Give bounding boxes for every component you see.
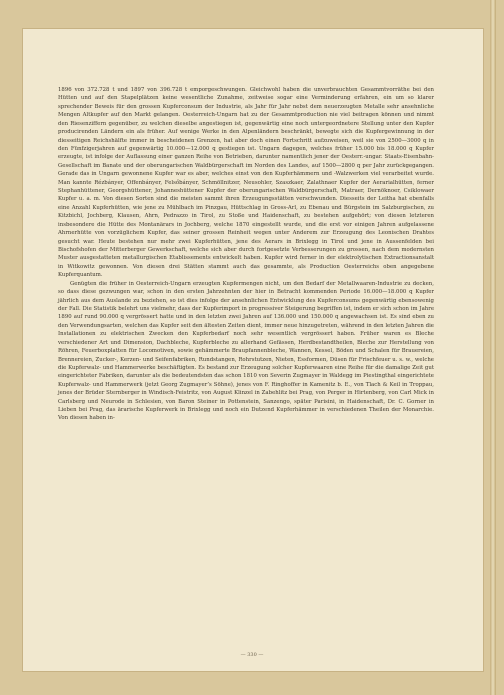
page-number: — 330 — bbox=[240, 652, 264, 658]
paragraph-2: Genügten die früher in Oesterreich-Ungarn erzeugten Kupfermengen nicht, um den Bedarf der Metallwaaren-Industrie zu decken, so dass diese gezwungen war, schon in den ersten Jahrzehnten der hier in Betracht kommenden Periode 16.000—18.000 q Kupfer jährlich aus dem Auslande zu beziehen, so ist dies infolge der ansehnlichen Entwicklung des Kupferconsums gegenwärtig ebensowenig der Fall. Die Statistik belehrt uns vielmehr, dass der Kupferimport in progressiver Steigerung begriffen ist, indem er sich schon im Jahre 1890 auf rund 90.000 q vergrössert hatte und in den letzten zwei Jahren auf 136.000 und 150.000 q angewachsen ist. Es sind eben zu den Verwendungsarten, welchen das Kupfer seit den ältesten Zeiten dient, immer neue hinzugetreten, während in den letzten Jahren die Installationen zu elektrischen Zwecken den Kupferbedarf noch sehr wesentlich vergrössert haben. Früher waren es Bleche verschiedener Art und Dimension, Dachbleche, Kupferbleche zu allerhand Gefässen, Herdbestandtheilen, Bleche zur Herstellung von Röhren, Feuerboxplatten für Locomotiven, sowie gehämmerte Braupfannenbleche, Wannen, Kessel, Böden und Schalen für Brauereien, Brennereien, Zucker-, Kerzen- und Seifenfabriken, Rundstangen, Rohrstutzen, Nieten, Essformen, Düsen für Frischfeuer u. s. w., welche die Kupferwalz- und Hammerwerke beschäftigten. Es bestand zur Erzeugung solcher Kupferwaaren eine Reihe für die damalige Zeit gut eingerichteter Fabriken, darunter als die bedeutendsten das schon 1810 von Severin Zugmayer in Waldegg im Piestingthal eingerichtete Kupferwalz- und Hammerwerk (jetzt Georg Zugmayer’s Söhne), jenes von F. Ringhoffer in Kamenitz b. E., von Tlach & Keil in Troppau, jenes der Brüder Sternberger in Windisch-Feistritz, von August Klinzel in Zabehlitz bei Prag, von Perger in Hirtenberg, von Carl Mick in Carlsberg und Neurode in Schlesien, von Baron Steiner in Pottenstein, Sanzengo, später Parisini, in Haidenschaft, Dr. C. Gorner in Lieben bei Prag, das ärarische Kupferwerk in Brixlegg und noch ein Dutzend Kupferhämmer in verschiedenen Theilen der Monarchie. Von diesen haben in- bbox=[58, 280, 434, 422]
scan-edge bbox=[490, 0, 496, 695]
paragraph-1: 1896 von 372.728 t und 1897 von 396.728 t emporgeschwungen. Gleichwohl haben die unverbrauchten Gesammtvorräthe bei den Hütten und auf den Stapelplätzen keine wesentliche Zunahme, zeitweise sogar eine Verminderung erfahren, ein um so klarer sprechender Beweis für den grossen Kupferconsum der Industrie, als Jahr für Jahr nebst dem neuerzeugten Metalle sehr ansehnliche Mengen Altkupfer auf den Markt gelangen. Oesterreich-Ungarn hat zu der Gesammtproduction nie viel beitragen können und nimmt den Riesenziffern gegenüber, zu welchen dieselbe angestiegen ist, gegenwärtig eine noch untergeordnetere Stellung unter den Kupfer producirenden Ländern ein als früher. Auf wenige Werke in den Alpenländern beschränkt, bewegte sich die Kupfergewinnung in der diesseitigen Reichshälfte immer in bescheidenen Grenzen, hat aber doch einen Fortschritt aufzuweisen, weil sie von 2500—3000 q in den Fünfzigerjahren auf gegenwärtig 10.000—12.000 q gestiegen ist. Ungarn dagegen, welches früher 15.000 bis 18.000 q Kupfer erzeugte, ist infolge der Auflassung einer ganzen Reihe von Betrieben, darunter namentlich jener der Oesterr.-ungar. Staats-Eisenbahn-Gesellschaft im Banate und der oberungarischen Waldbürgerschaft im Norden des Landes, auf 1500—2800 q per Jahr zurückgegangen. Gerade das in Ungarn gewonnene Kupfer war es aber, welches einst von den Kupferhämmern und -Walzwerken viel verarbeitet wurde. Man kannte Rézbányer, Offenbányer, Felsőbányer, Schmöllnitzer, Neusohler, Szaszkaer, Zalathnaer Kupfer der Aerarialhütten, ferner Stephanhüttener, Georgshüttener, Johanneshüttener Kupfer der oberungarischen Waldbürgerschaft, Matraer, Dernöknoer, Csiklowaer Kupfer u. a. m. Von diesen Sorten sind die meisten sammt ihren Erzeugungsstätten verschwunden. Diesseits der Leitha hat ebenfalls eine Anzahl Kupferhütten, wie jene zu Mühlbach im Pinzgau, Hüttschlag in Gross-Arl, zu Ebenau und Bürgstein im Salzburgischen, zu Kitzbichl, Jochberg, Klausen, Ahrn, Pedrazzo in Tirol, zu Stoße und Haidenschaft, zu bestehen aufgehört; von diesen letzteren insbesondere die Hütte des Montanärars in Jochberg, welche 1870 eingestellt wurde, und die erst vor einigen Jahren aufgelassene Ahrnerhütte von vorzüglichem Kupfer, das seiner grossen Reinheit wegen unter Anderem zur Erzeugung des Leonischen Drahtes gesucht war. Heute bestehen nur mehr zwei Kupferhütten, jene des Aerars in Brixlegg in Tirol und jene in Aussenfelden bei Bischofshofen der Mitterberger Gewerkschaft, welche sich aber durch fortgesetzte Verbesserungen zu grossen, nach dem modernsten Muster ausgestatteten metallurgischen Etablissements entwickelt haben. Kupfer wird ferner in der elektrolytischen Extractionsanstalt in Witkowitz gewonnen. Von diesen drei Stätten stammt auch das gesammte, als Production Oesterreichs oben angegebene Kupferquantum. bbox=[58, 87, 434, 279]
body-text bbox=[58, 86, 434, 423]
